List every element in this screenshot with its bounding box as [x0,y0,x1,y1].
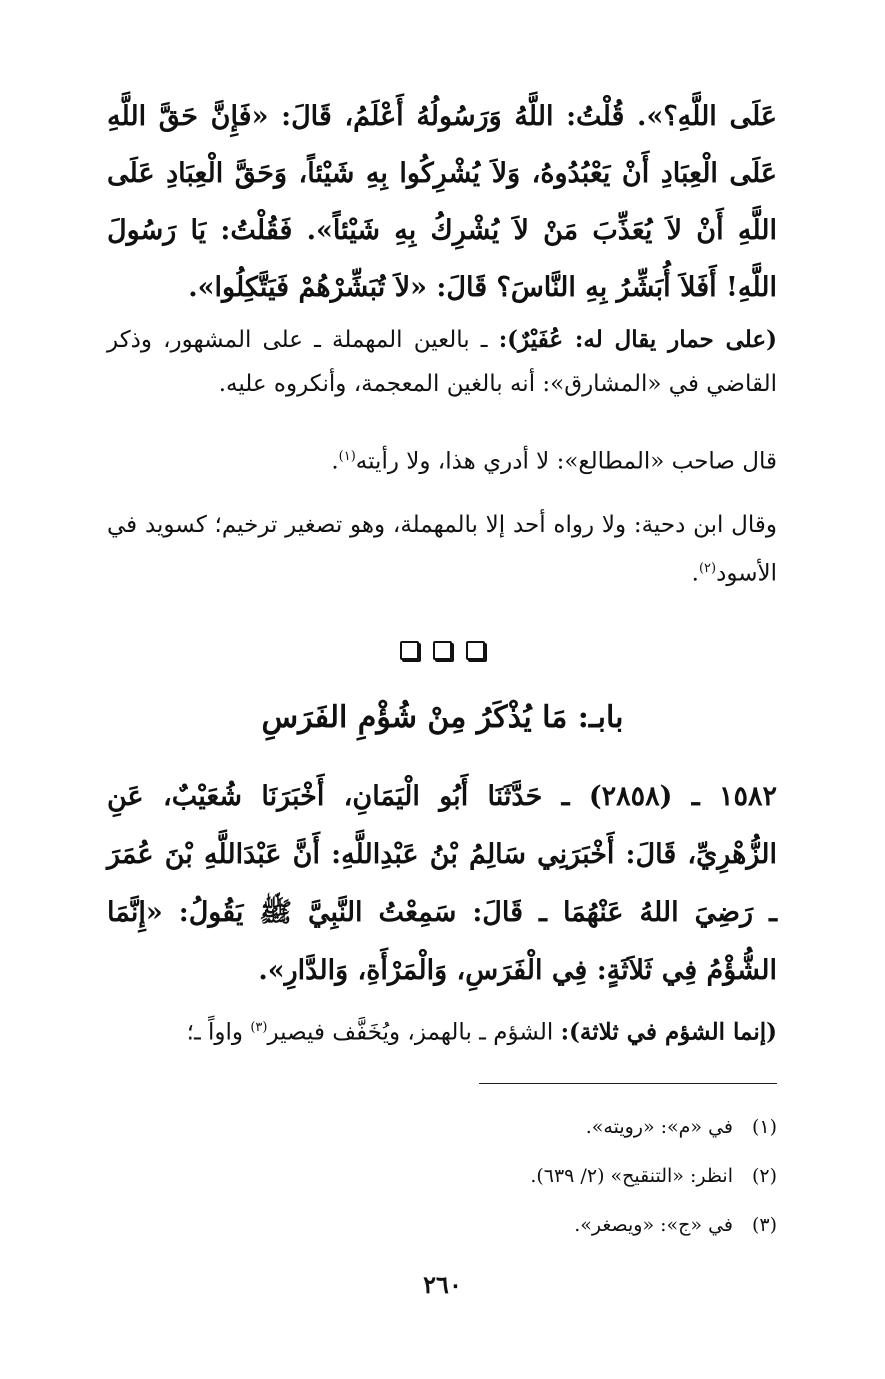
footnotes [107,1103,777,1250]
commentary-ufair-text: ـ بالعين المهملة ـ على المشهور، وذكر القاضي في «المشارق»: أنه بالغين المعجمة، وأنكروه عليه. [107,327,777,397]
commentary-matali-text: قال صاحب «المطالع»: لا أدري هذا، ولا رأيته [355,448,777,475]
commentary-shuum-text-after: واواً ـ؛ [186,1019,244,1046]
commentary-ufair [107,318,777,406]
commentary-matali-end: . [331,448,339,475]
hadith-1581-continuation [107,88,777,316]
footnote-number: (٢) [751,1165,777,1187]
chapter-heading: بابـ: مَا يُذْكَرُ مِنْ شُؤْمِ الفَرَسِ [261,700,624,735]
footnote-ref-1[interactable]: (١) [338,449,356,464]
separator-box-icon [400,641,419,660]
footnote-number: (١) [751,1116,777,1138]
page-number: ٢٦٠ [423,1270,462,1299]
hadith-1582-text: ١٥٨٢ ـ (٢٨٥٨) ـ حَدَّثَنَا أَبُو الْيَمَانِ، أَخْبَرَنَا شُعَيْبٌ، عَنِ الزُّهْرِيِّ، قَالَ: أَخْبَرَنِي سَالِمُ بْنُ عَبْدِاللَّهِ: أَنَّ عَبْدَاللَّهِ بْنَ عُمَرَ ـ رَضِيَ اللهُ عَنْهُمَا ـ قَالَ: سَمِعْتُ النَّبِيَّ ﷺ يَقُولُ: «إِنَّمَا الشُّؤْمُ فِي ثَلاَثَةٍ: فِي الْفَرَسِ، وَالْمَرْأَةِ، وَالدَّارِ». [107,781,777,986]
commentary-ufair-lemma: (على حمار يقال له: عُفَيْرٌ): [498,326,777,353]
footnote-number: (٣) [751,1214,777,1236]
footnote-text: في «ج»: «ويصغر». [574,1214,733,1236]
footnote-ref-2[interactable]: (٢) [698,561,717,576]
commentary-matali [107,435,777,484]
commentary-ibn-dihya-text: وقال ابن دحية: ولا رواه أحد إلا بالمهملة، وهو تصغير ترخيم؛ كسويد في الأسود [107,512,777,587]
hadith-1582 [107,768,777,1000]
separator-box-icon [433,641,452,660]
commentary-ibn-dihya [107,503,777,596]
commentary-shuum-text: الشؤم ـ بالهمز، ويُخَفَّف فيصير [267,1019,554,1046]
footnote-item [107,1201,777,1250]
footnote-item [107,1152,777,1201]
commentary-shuum-lemma: (إنما الشؤم في ثلاثة): [560,1018,777,1046]
footnote-divider [479,1083,777,1084]
hadith-1581-text: عَلَى اللَّهِ؟». قُلْتُ: اللَّهُ وَرَسُولُهُ أَعْلَمُ، قَالَ: «فَإِنَّ حَقَّ اللَّهِ عَلَى الْعِبَادِ أَنْ يَعْبُدُوهُ، وَلاَ يُشْرِكُوا بِهِ شَيْئاً، وَحَقَّ الْعِبَادِ عَلَى اللَّهِ أَنْ لاَ يُعَذِّبَ مَنْ لاَ يُشْرِكُ بِهِ شَيْئاً». فَقُلْتُ: يَا رَسُولَ اللَّهِ! أَفَلاَ أُبَشِّرُ بِهِ النَّاسَ؟ قَالَ: «لاَ تُبَشِّرْهُمْ فَيَتَّكِلُوا». [107,101,777,303]
commentary-ibn-dihya-end: . [691,560,699,587]
footnote-ref-3[interactable]: (٣) [250,1020,268,1035]
separator-box-icon [466,641,485,660]
footnote-text: انظر: «التنقيح» (٢/ ٦٣٩). [530,1165,733,1187]
commentary-shuum [107,1006,777,1055]
footnote-item [107,1103,777,1152]
footnote-text: في «م»: «رويته». [585,1116,733,1138]
section-separator [0,635,885,663]
